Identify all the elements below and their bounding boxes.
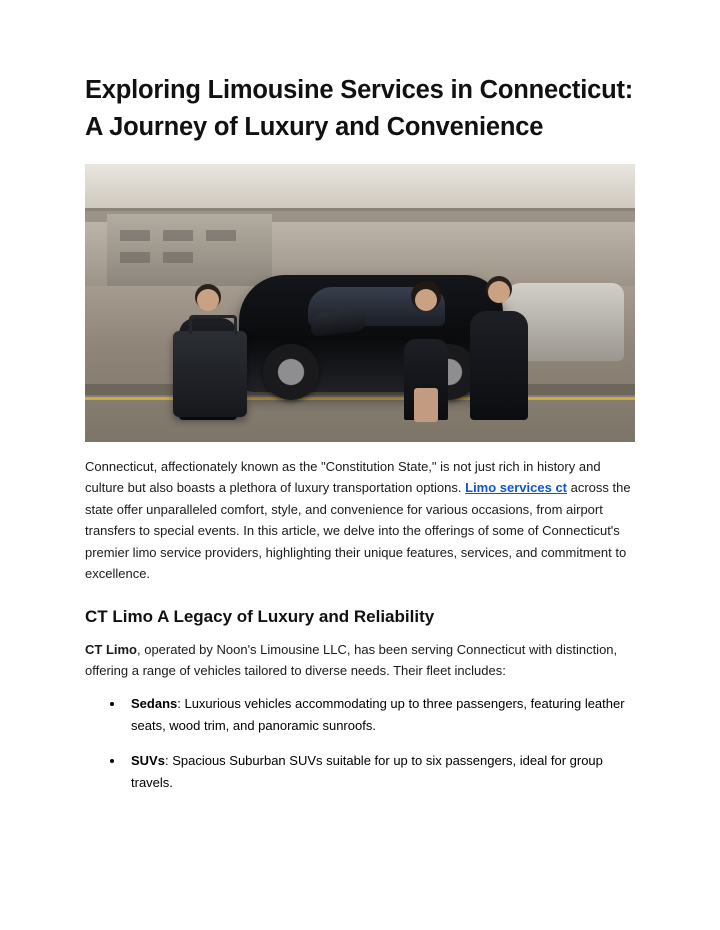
- hero-curb-line: [85, 397, 635, 400]
- list-item-text: : Spacious Suburban SUVs suitable for up to six passengers, ideal for group travels.: [131, 753, 603, 790]
- document-content: [85, 72, 635, 807]
- hero-woman-head: [415, 289, 437, 311]
- page-title: Exploring Limousine Services in Connecticut: A Journey of Luxury and Convenience: [85, 76, 634, 141]
- section-paragraph-rest: , operated by Noon's Limousine LLC, has been serving Connecticut with distinction, offering a range of vehicles tailored to diverse needs. Their fleet includes:: [85, 641, 618, 678]
- hero-man-body: [470, 311, 528, 419]
- list-item-text: : Luxurious vehicles accommodating up to three passengers, featuring leather seats, wood trim, and panoramic sunroofs.: [131, 696, 625, 733]
- hero-woman-passenger: [404, 289, 448, 420]
- limo-services-link[interactable]: Limo services ct: [465, 480, 568, 496]
- list-item-label: Sedans: [131, 696, 178, 712]
- section-paragraph: [85, 639, 635, 682]
- hero-man-passenger: [470, 281, 528, 420]
- intro-paragraph: [85, 456, 635, 585]
- list-item-label: SUVs: [131, 753, 165, 769]
- hero-woman-legs: [414, 388, 439, 422]
- ct-limo-bold-label: CT Limo: [85, 641, 137, 657]
- intro-text-part2: across the state offer unparalleled comfort, style, and convenience for various occasions, from airport transfers to special events. In this article, we delve into the offerings of some of Connecticut's premier limo service providers, highlighting their unique features, services, and commitment to excellence.: [85, 480, 631, 582]
- hero-limousine: [239, 275, 503, 392]
- hero-chauffeur-head: [197, 289, 219, 311]
- hero-limousine-trunk: [310, 308, 366, 338]
- fleet-list: [85, 693, 635, 793]
- hero-canopy: [85, 164, 635, 211]
- hero-limousine-wheel-front: [263, 344, 319, 400]
- section-heading: CT Limo A Legacy of Luxury and Reliability: [85, 606, 435, 626]
- intro-text-part1: Connecticut, affectionately known as the "Constitution State," is not just rich in history and culture but also boasts a plethora of luxury transportation options.: [85, 458, 601, 496]
- hero-image: [85, 164, 635, 442]
- hero-suitcase: [173, 331, 247, 417]
- hero-man-head: [488, 281, 510, 303]
- hero-terminal-building: [107, 214, 272, 286]
- list-item: [125, 693, 635, 736]
- list-item: [125, 750, 635, 793]
